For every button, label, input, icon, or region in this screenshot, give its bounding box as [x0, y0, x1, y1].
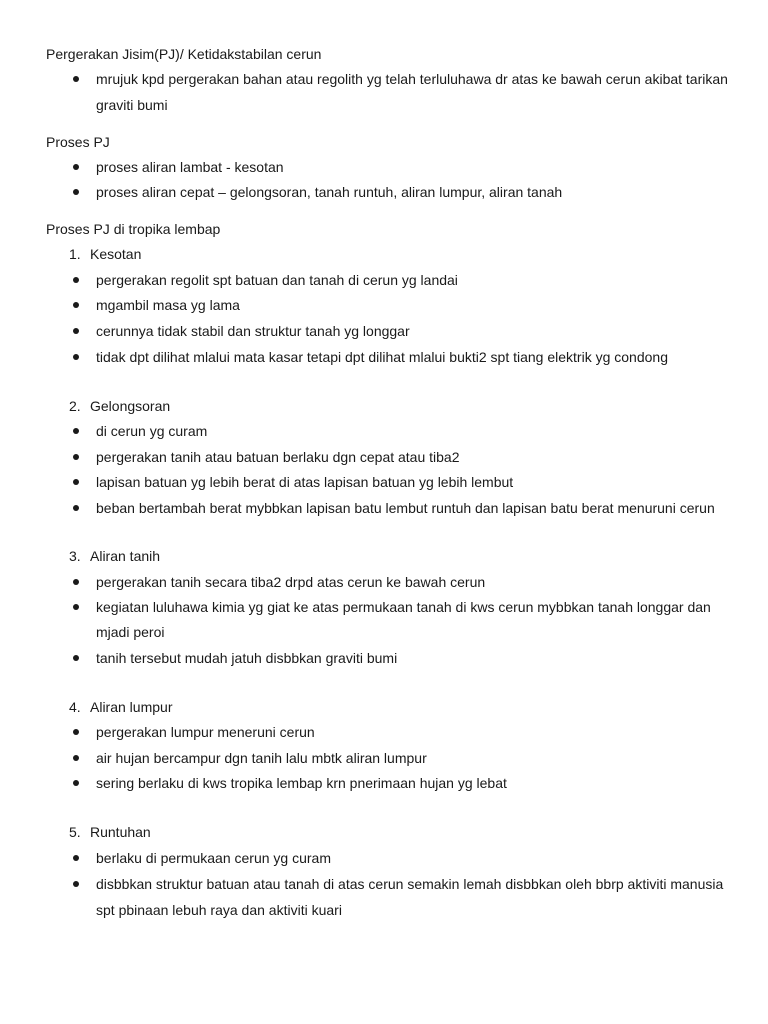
section-bullet: lapisan batuan yg lebih berat di atas lapisan batuan yg lebih lembut — [96, 474, 514, 490]
section-bullet: beban bertambah berat mybbkan lapisan batu lembut runtuh dan lapisan batu berat menuruni cerun — [96, 500, 715, 516]
section-bullet-continuation: mjadi peroi — [96, 624, 165, 640]
section-bullet: cerunnya tidak stabil dan struktur tanah yg longgar — [96, 323, 410, 339]
bullet-icon — [73, 76, 79, 82]
bullet-icon — [73, 755, 79, 761]
bullet-icon — [73, 881, 79, 887]
bullet-icon — [73, 780, 79, 786]
section-bullet: sering berlaku di kws tropika lembap krn pnerimaan hujan yg lebat — [96, 775, 507, 791]
section-number: 4. — [69, 699, 81, 715]
proses-bullet: proses aliran cepat – gelongsoran, tanah runtuh, aliran lumpur, aliran tanah — [96, 184, 563, 200]
section-title: Aliran tanih — [90, 548, 161, 564]
section-title: Kesotan — [90, 246, 142, 262]
section-bullet-continuation: spt pbinaan lebuh raya dan aktiviti kuari — [96, 902, 342, 918]
section-bullet: di cerun yg curam — [96, 423, 208, 439]
section-bullet: pergerakan tanih secara tiba2 drpd atas cerun ke bawah cerun — [96, 574, 486, 590]
section-title: Aliran lumpur — [90, 699, 173, 715]
section-bullet: air hujan bercampur dgn tanih lalu mbtk aliran lumpur — [96, 750, 427, 766]
section-bullet: tanih tersebut mudah jatuh disbbkan graviti bumi — [96, 650, 398, 666]
intro-bullet-line1: mrujuk kpd pergerakan bahan atau regolith yg telah terluluhawa dr atas ke bawah cerun akibat tarikan — [96, 71, 728, 87]
heading-pergerakan-jisim: Pergerakan Jisim(PJ)/ Ketidakstabilan cerun — [46, 46, 322, 62]
bullet-icon — [73, 655, 79, 661]
bullet-icon — [73, 855, 79, 861]
bullet-icon — [73, 454, 79, 460]
section-title: Gelongsoran — [90, 398, 171, 414]
bullet-icon — [73, 189, 79, 195]
intro-bullet-line2: graviti bumi — [96, 97, 168, 113]
section-bullet: kegiatan luluhawa kimia yg giat ke atas permukaan tanah di kws cerun mybbkan tanah longgar dan — [96, 599, 711, 615]
proses-bullet: proses aliran lambat - kesotan — [96, 159, 284, 175]
section-bullet: pergerakan lumpur meneruni cerun — [96, 724, 315, 740]
section-number: 3. — [69, 548, 81, 564]
bullet-icon — [73, 479, 79, 485]
heading-proses-tropika: Proses PJ di tropika lembap — [46, 221, 221, 237]
section-bullet: tidak dpt dilihat mlalui mata kasar tetapi dpt dilihat mlalui bukti2 spt tiang elektrik yg condong — [96, 349, 668, 365]
bullet-icon — [73, 505, 79, 511]
section-bullet: disbbkan struktur batuan atau tanah di atas cerun semakin lemah disbbkan oleh bbrp aktiviti manusia — [96, 876, 724, 892]
section-number: 5. — [69, 824, 81, 840]
bullet-icon — [73, 164, 79, 170]
bullet-icon — [73, 428, 79, 434]
bullet-icon — [73, 328, 79, 334]
heading-proses-pj: Proses PJ — [46, 134, 110, 150]
bullet-icon — [73, 579, 79, 585]
bullet-icon — [73, 277, 79, 283]
section-bullet: pergerakan tanih atau batuan berlaku dgn cepat atau tiba2 — [96, 449, 460, 465]
section-bullet: mgambil masa yg lama — [96, 297, 240, 313]
section-number: 1. — [69, 246, 81, 262]
bullet-icon — [73, 729, 79, 735]
section-bullet: pergerakan regolit spt batuan dan tanah di cerun yg landai — [96, 272, 458, 288]
bullet-icon — [73, 302, 79, 308]
bullet-icon — [73, 354, 79, 360]
section-number: 2. — [69, 398, 81, 414]
bullet-icon — [73, 604, 79, 610]
section-bullet: berlaku di permukaan cerun yg curam — [96, 850, 332, 866]
section-title: Runtuhan — [90, 824, 151, 840]
